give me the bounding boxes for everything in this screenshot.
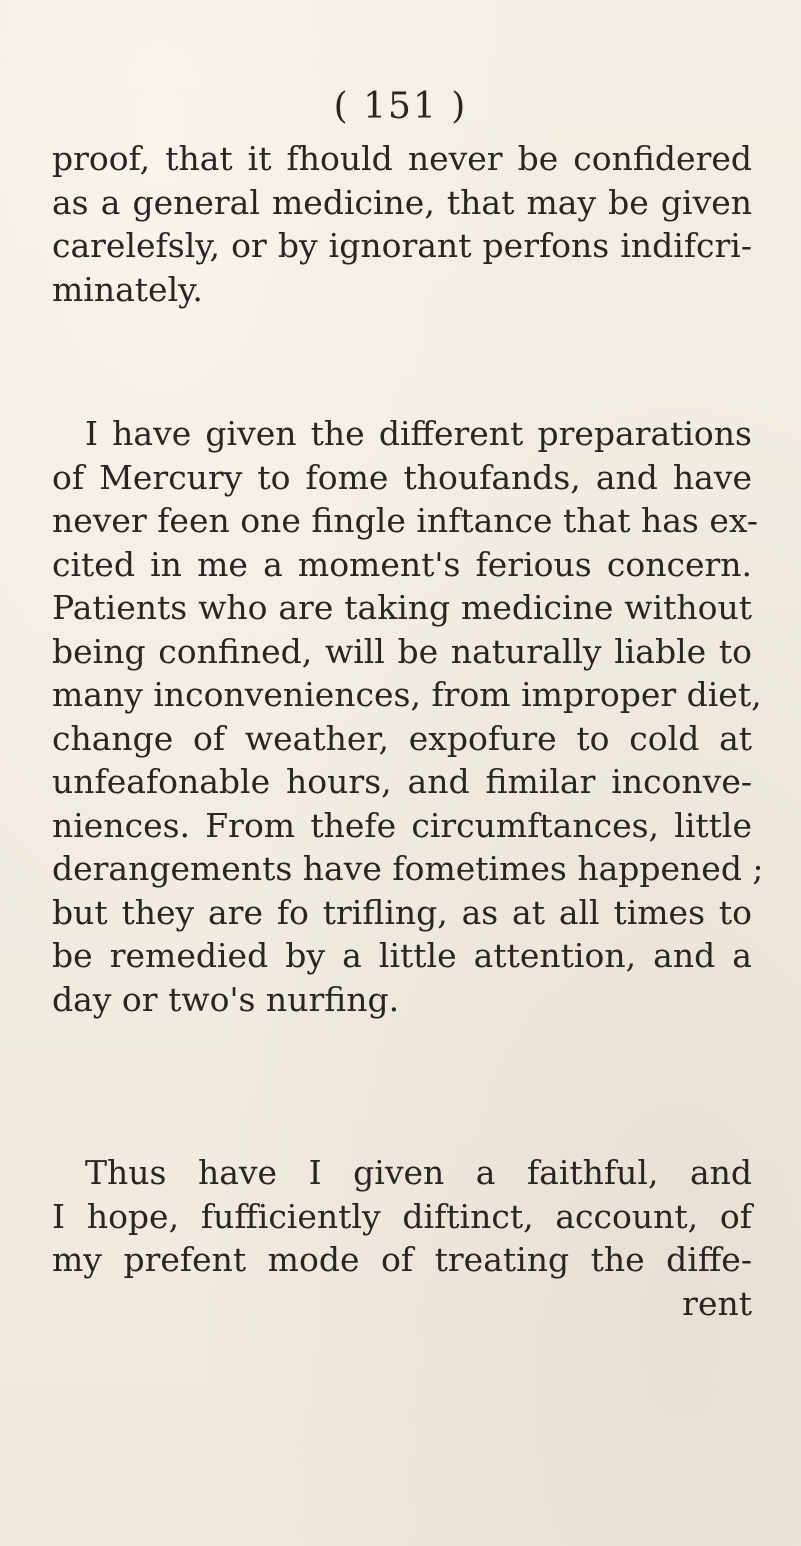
text-line: be remedied by a little attention, and a xyxy=(52,936,752,975)
text-line: derangements have fometimes happened ; xyxy=(52,849,764,888)
text-line: never feen one fingle inftance that has ex- xyxy=(52,501,759,540)
text-line: unfeafonable hours, and fimilar inconve- xyxy=(52,762,752,801)
text-line: Thus have I given a faithful, and xyxy=(85,1153,752,1192)
text-line: day or two's nurfing. xyxy=(52,979,400,1019)
text-line: many inconveniences, from improper diet, xyxy=(52,675,762,714)
text-line: of Mercury to fome thoufands, and have xyxy=(52,457,752,497)
text-line: I have given the different preparations xyxy=(85,414,752,453)
text-line: my prefent mode of treating the diffe- xyxy=(52,1240,752,1279)
text-line: but they are fo trifling, as at all times to xyxy=(52,892,752,932)
text-line: as a general medicine, that may be given xyxy=(52,182,752,222)
paragraph-1 xyxy=(52,137,752,311)
text-line: Patients who are taking medicine without xyxy=(52,588,752,627)
page-number: ( 151 ) xyxy=(333,86,468,127)
paragraph-2 xyxy=(52,412,764,1021)
text-line: cited in me a moment's ferious concern. xyxy=(52,544,752,584)
paragraph-3 xyxy=(52,1151,752,1325)
text-line: proof, that it fhould never be confidered xyxy=(52,139,752,178)
text-line: carelefsly, or by ignorant perfons indifcri- xyxy=(52,226,752,265)
text-line: niences. From thefe circumftances, little xyxy=(52,805,752,845)
text-line: being confined, will be naturally liable to xyxy=(52,631,752,671)
text-line: I hope, fufficiently diftinct, account, of xyxy=(52,1196,752,1236)
catchword: rent xyxy=(682,1283,752,1323)
text-line: change of weather, expofure to cold at xyxy=(52,718,752,758)
text-line: minately. xyxy=(52,269,203,309)
